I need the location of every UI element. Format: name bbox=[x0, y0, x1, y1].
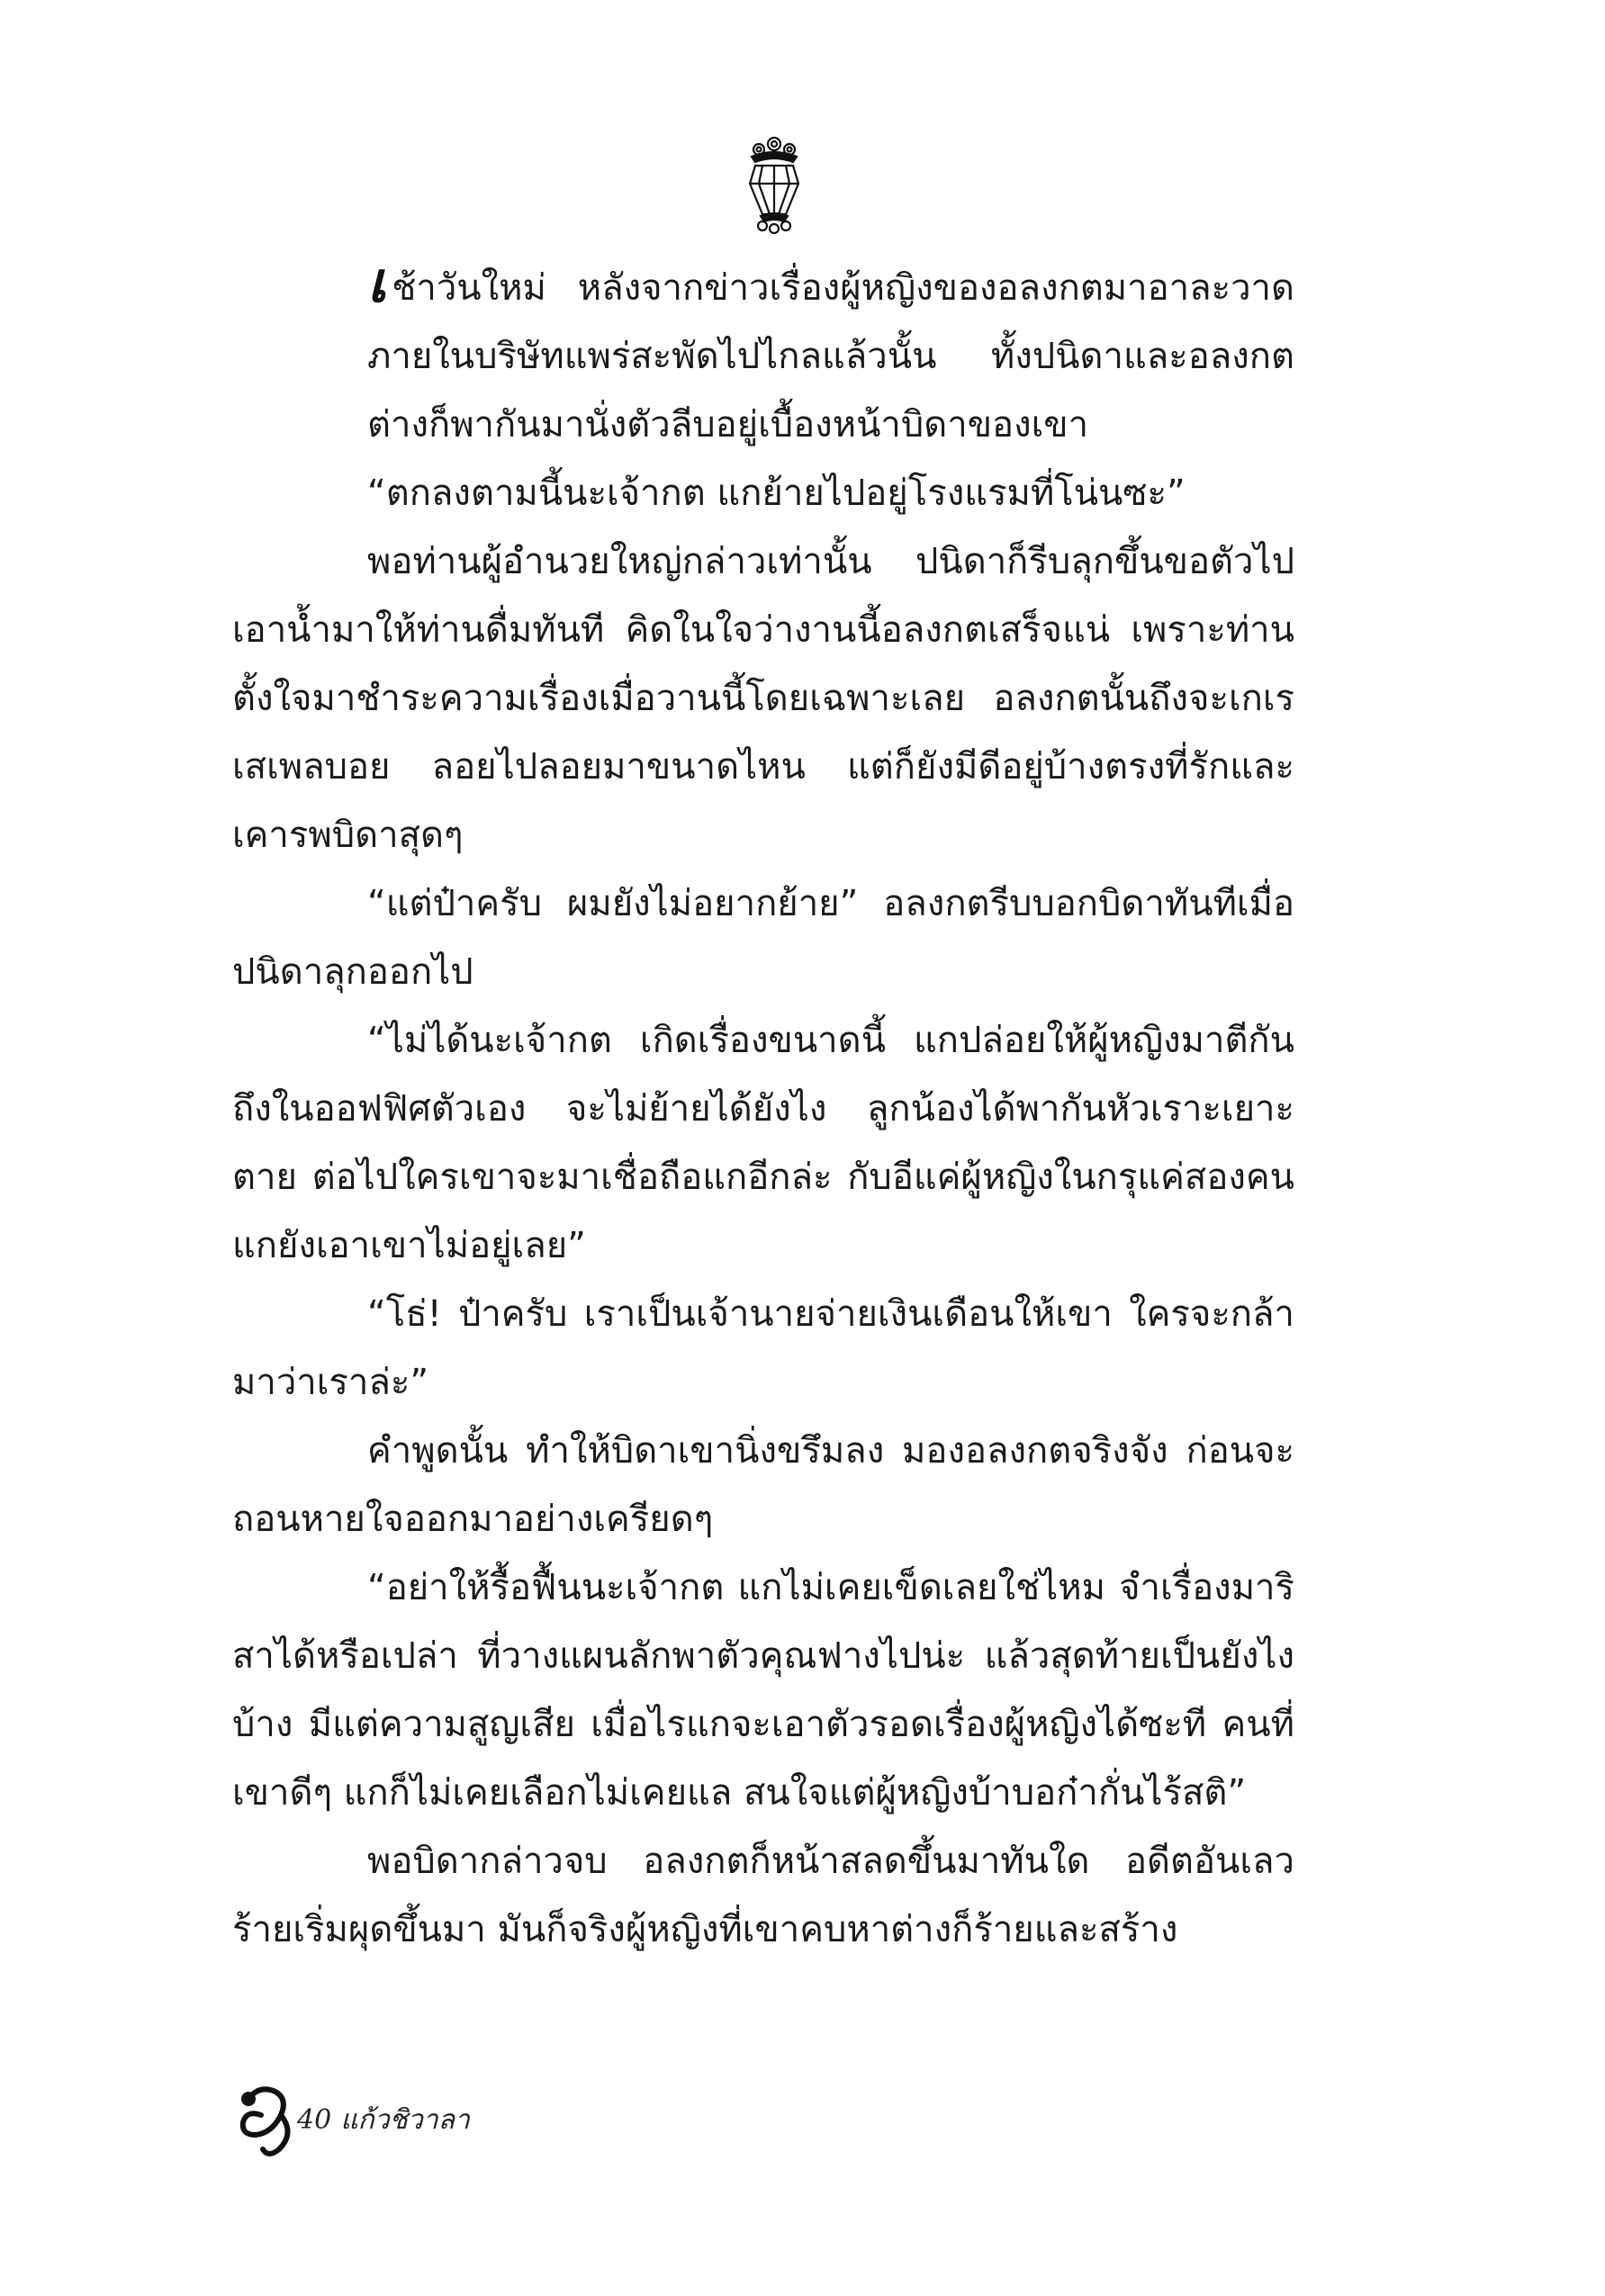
paragraph-4: “แต่ป๋าครับ ผมยังไม่อยากย้าย” อลงกตรีบบอกบิดาทันทีเมื่อปนิดาลุกออกไป bbox=[232, 883, 1294, 993]
lantern-ornament-icon bbox=[739, 135, 809, 234]
page-number: 40 bbox=[297, 2104, 332, 2136]
paragraph-1 bbox=[232, 249, 1294, 459]
body-text bbox=[232, 249, 1294, 1964]
paragraph-text: ช้าวันใหม่ หลังจากข่าวเรื่องผู้หญิงของอลงกตมาอาละวาดภายในบริษัทแพร่สะพัดไปไกลแล้วนั้น ทั้งปนิดาและอลงกตต่างก็พากันมานั่งตัวลีบอยู่เบื้องหน้าบิดาของเขา bbox=[367, 267, 1294, 446]
paragraph-7: คำพูดนั้น ทำให้บิดาเขานิ่งขรึมลง มองอลงกตจริงจัง ก่อนจะถอนหายใจออกมาอย่างเครียดๆ bbox=[232, 1430, 1294, 1540]
page-footer bbox=[232, 2079, 592, 2160]
footer-label bbox=[297, 2099, 470, 2141]
paragraph-6: “โธ่! ป๋าครับ เราเป็นเจ้านายจ่ายเงินเดือนให้เขา ใครจะกล้ามาว่าเราล่ะ” bbox=[232, 1293, 1294, 1403]
paragraph-2: “ตกลงตามนี้นะเจ้ากต แกย้ายไปอยู่โรงแรมที่โน่นซะ” bbox=[367, 473, 1186, 514]
paragraph-9: พอบิดากล่าวจบ อลงกตก็หน้าสลดขึ้นมาทันใด อดีตอันเลวร้ายเริ่มผุดขึ้นมา มันก็จริงผู้หญิงที่เขาคบหาต่างก็ร้ายและสร้าง bbox=[232, 1841, 1294, 1950]
drop-cap: เ bbox=[367, 249, 387, 315]
book-title: แก้วชิวาลา bbox=[340, 2104, 470, 2136]
paragraph-8: “อย่าให้รื้อฟื้นนะเจ้ากต แกไม่เคยเข็ดเลยใช่ไหม จำเรื่องมาริสาได้หรือเปล่า ที่วางแผนลักพาตัวคุณฟางไปน่ะ แล้วสุดท้ายเป็นยังไงบ้าง มีแต่ความสูญเสีย เมื่อไรแกจะเอาตัวรอดเรื่องผู้หญิงได้ซะที คนที่เขาดีๆ แกก็ไม่เคยเลือกไม่เคยแล สนใจแต่ผู้หญิงบ้าบอก๋ากั่นไร้สติ” bbox=[232, 1567, 1294, 1814]
paragraph-5: “ไม่ได้นะเจ้ากต เกิดเรื่องขนาดนี้ แกปล่อยให้ผู้หญิงมาตีกันถึงในออฟฟิศตัวเอง จะไม่ย้ายได้ยังไง ลูกน้องได้พากันหัวเราะเยาะตาย ต่อไปใครเขาจะมาเชื่อถือแกอีกล่ะ กับอีแค่ผู้หญิงในกรุแค่สองคน แกยังเอาเขาไม่อยู่เลย” bbox=[232, 1020, 1294, 1266]
paragraph-3: พอท่านผู้อำนวยใหญ่กล่าวเท่านั้น ปนิดาก็รีบลุกขึ้นขอตัวไปเอาน้ำมาให้ท่านดื่มทันที คิดในใจว่างานนี้อลงกตเสร็จแน่ เพราะท่านตั้งใจมาชำระความเรื่องเมื่อวานนี้โดยเฉพาะเลย อลงกตนั้นถึงจะเกเร เสเพลบอย ลอยไปลอยมาขนาดไหน แต่ก็ยังมีดีอยู่บ้างตรงที่รักและเคารพบิดาสุดๆ bbox=[232, 541, 1294, 856]
